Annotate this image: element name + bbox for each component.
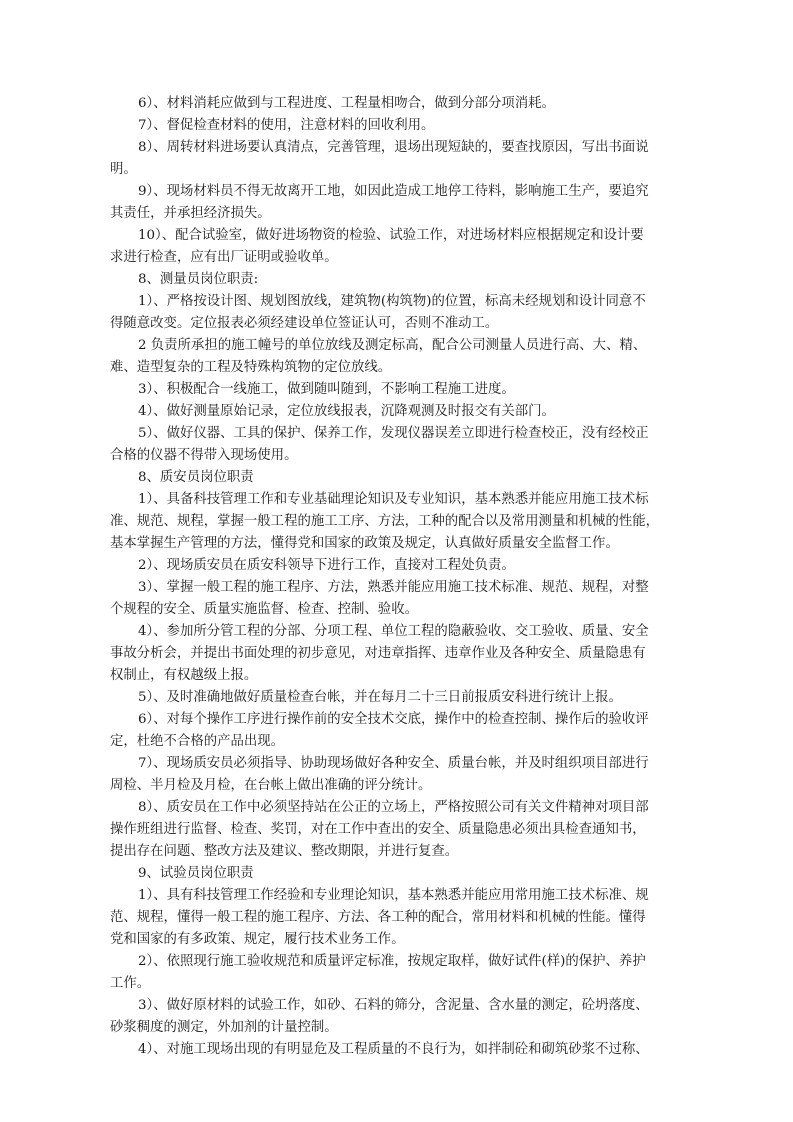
- text-line: 明。: [110, 162, 137, 177]
- list-item-paragraph: [110, 401, 686, 423]
- list-item-paragraph: [110, 709, 686, 753]
- text-line: 8）、质安员在工作中必须坚持站在公正的立场上，严格按照公司有关文件精神对项目部: [138, 800, 649, 815]
- text-line: 10）、配合试验室，做好进场物资的检验、试验工作，对进场材料应根据规定和设计要: [138, 228, 644, 243]
- section-heading: [110, 269, 686, 291]
- list-item-paragraph: [110, 753, 686, 797]
- text-line: 9）、现场材料员不得无故离开工地，如因此造成工地停工待料，影响施工生产，要追究: [138, 184, 649, 199]
- text-line: 2）、现场质安员在质安科领导下进行工作，直接对工程处负责。: [138, 558, 515, 573]
- list-item-paragraph: [110, 137, 686, 181]
- list-item-paragraph: [110, 335, 686, 379]
- text-line: 1）、具有科技管理工作经验和专业理论知识，基本熟悉并能应用常用施工技术标准、规: [138, 888, 649, 903]
- section-heading: [110, 467, 686, 489]
- text-line: 4）、对施工现场出现的有明显危及工程质量的不良行为，如拌制砼和砌筑砂浆不过称、: [138, 1042, 649, 1057]
- text-line: 求进行检查，应有出厂证明或验收单。: [110, 250, 338, 265]
- text-line: 范、规程，懂得一般工程的施工程序、方法、各工种的配合，常用材料和机械的性能。懂得: [110, 910, 646, 925]
- text-line: 基本掌握生产管理的方法，懂得党和国家的政策及规定，认真做好质量安全监督工作。: [110, 536, 619, 551]
- text-line: 其责任，并承担经济损失。: [110, 206, 271, 221]
- text-line: 3）、积极配合一线施工，做到随叫随到，不影响工程施工进度。: [138, 382, 515, 397]
- list-item-paragraph: [110, 797, 686, 863]
- list-item-paragraph: [110, 885, 686, 951]
- text-line: 党和国家的有多政策、规定，履行技术业务工作。: [110, 932, 405, 947]
- list-item-paragraph: [110, 115, 686, 137]
- text-line: 得随意改变。定位报表必须经建设单位签证认可，否则不准动工。: [110, 316, 499, 331]
- text-line: 4）、做好测量原始记录，定位放线报表，沉降观测及时报交有关部门。: [138, 404, 555, 419]
- text-line: 定，杜绝不合格的产品出现。: [110, 734, 285, 749]
- list-item-paragraph: [110, 621, 686, 687]
- text-line: 3）、做好原材料的试验工作，如砂、石料的筛分，含泥量、含水量的测定，砼坍落度、: [138, 998, 649, 1013]
- text-line: 9、试验员岗位职责: [138, 866, 254, 881]
- text-line: 1）、具备科技管理工作和专业基础理论知识及专业知识，基本熟悉并能应用施工技术标: [138, 492, 649, 507]
- text-line: 工作。: [110, 976, 151, 991]
- list-item-paragraph: [110, 1039, 686, 1061]
- list-item-paragraph: [110, 291, 686, 335]
- text-line: 提出存在问题、整改方法及建议、整改期限，并进行复查。: [110, 844, 459, 859]
- text-line: 4）、参加所分管工程的分部、分项工程、单位工程的隐蔽验收、交工验收、质量、安全: [138, 624, 649, 639]
- list-item-paragraph: [110, 995, 686, 1039]
- text-line: 3）、掌握一般工程的施工程序、方法，熟悉并能应用施工技术标准、规范、规程，对整: [138, 580, 649, 595]
- text-line: 1）、严格按设计图、规划图放线，建筑物(构筑物)的位置，标高未经规划和设计同意不: [138, 294, 646, 309]
- text-line: 5）、做好仪器、工具的保护、保养工作，发现仪器误差立即进行检查校正，没有经校正: [138, 426, 649, 441]
- text-line: 6）、对每个操作工序进行操作前的安全技术交底，操作中的检查控制、操作后的验收评: [138, 712, 649, 727]
- section-heading: [110, 863, 686, 885]
- list-item-paragraph: [110, 379, 686, 401]
- text-line: 权制止，有权越级上报。: [110, 668, 258, 683]
- list-item-paragraph: [110, 577, 686, 621]
- text-line: 7）、现场质安员必须指导、协助现场做好各种安全、质量台帐，并及时组织项目部进行: [138, 756, 649, 771]
- text-line: 2 负责所承担的施工幢号的单位放线及测定标高，配合公司测量人员进行高、大、精、: [138, 338, 647, 353]
- text-line: 8）、周转材料进场要认真清点，完善管理，退场出现短缺的，要查找原因，写出书面说: [138, 140, 649, 155]
- text-line: 个规程的安全、质量实施监督、检查、控制、验收。: [110, 602, 418, 617]
- list-item-paragraph: [110, 93, 686, 115]
- list-item-paragraph: [110, 489, 686, 555]
- list-item-paragraph: [110, 555, 686, 577]
- document-page: [110, 93, 686, 1061]
- text-line: 5）、及时准确地做好质量检查台帐，并在每月二十三日前报质安科进行统计上报。: [138, 690, 622, 705]
- text-line: 6）、材料消耗应做到与工程进度、工程量相吻合，做到分部分项消耗。: [138, 96, 555, 111]
- list-item-paragraph: [110, 225, 686, 269]
- text-line: 砂浆稠度的测定，外加剂的计量控制。: [110, 1020, 338, 1035]
- text-line: 8、测量员岗位职责:: [138, 272, 259, 287]
- list-item-paragraph: [110, 423, 686, 467]
- text-line: 事故分析会，并提出书面处理的初步意见，对违章指挥、违章作业及各种安全、质量隐患有: [110, 646, 646, 661]
- text-line: 2）、依照现行施工验收规范和质量评定标准，按规定取样，做好试件(样)的保护、养护: [138, 954, 646, 969]
- text-line: 难、造型复杂的工程及特殊构筑物的定位放线。: [110, 360, 392, 375]
- list-item-paragraph: [110, 687, 686, 709]
- text-line: 操作班组进行监督、检查、奖罚，对在工作中查出的安全、质量隐患必须出具检查通知书，: [110, 822, 646, 837]
- text-line: 7）、督促检查材料的使用，注意材料的回收利用。: [138, 118, 435, 133]
- text-line: 准、规范、规程，掌握一般工程的施工工序、方法，工种的配合以及常用测量和机械的性能，: [110, 514, 660, 529]
- list-item-paragraph: [110, 181, 686, 225]
- text-line: 周检、半月检及月检，在台帐上做出准确的评分统计。: [110, 778, 432, 793]
- text-line: 合格的仪器不得带入现场使用。: [110, 448, 298, 463]
- list-item-paragraph: [110, 951, 686, 995]
- text-line: 8、质安员岗位职责: [138, 470, 254, 485]
